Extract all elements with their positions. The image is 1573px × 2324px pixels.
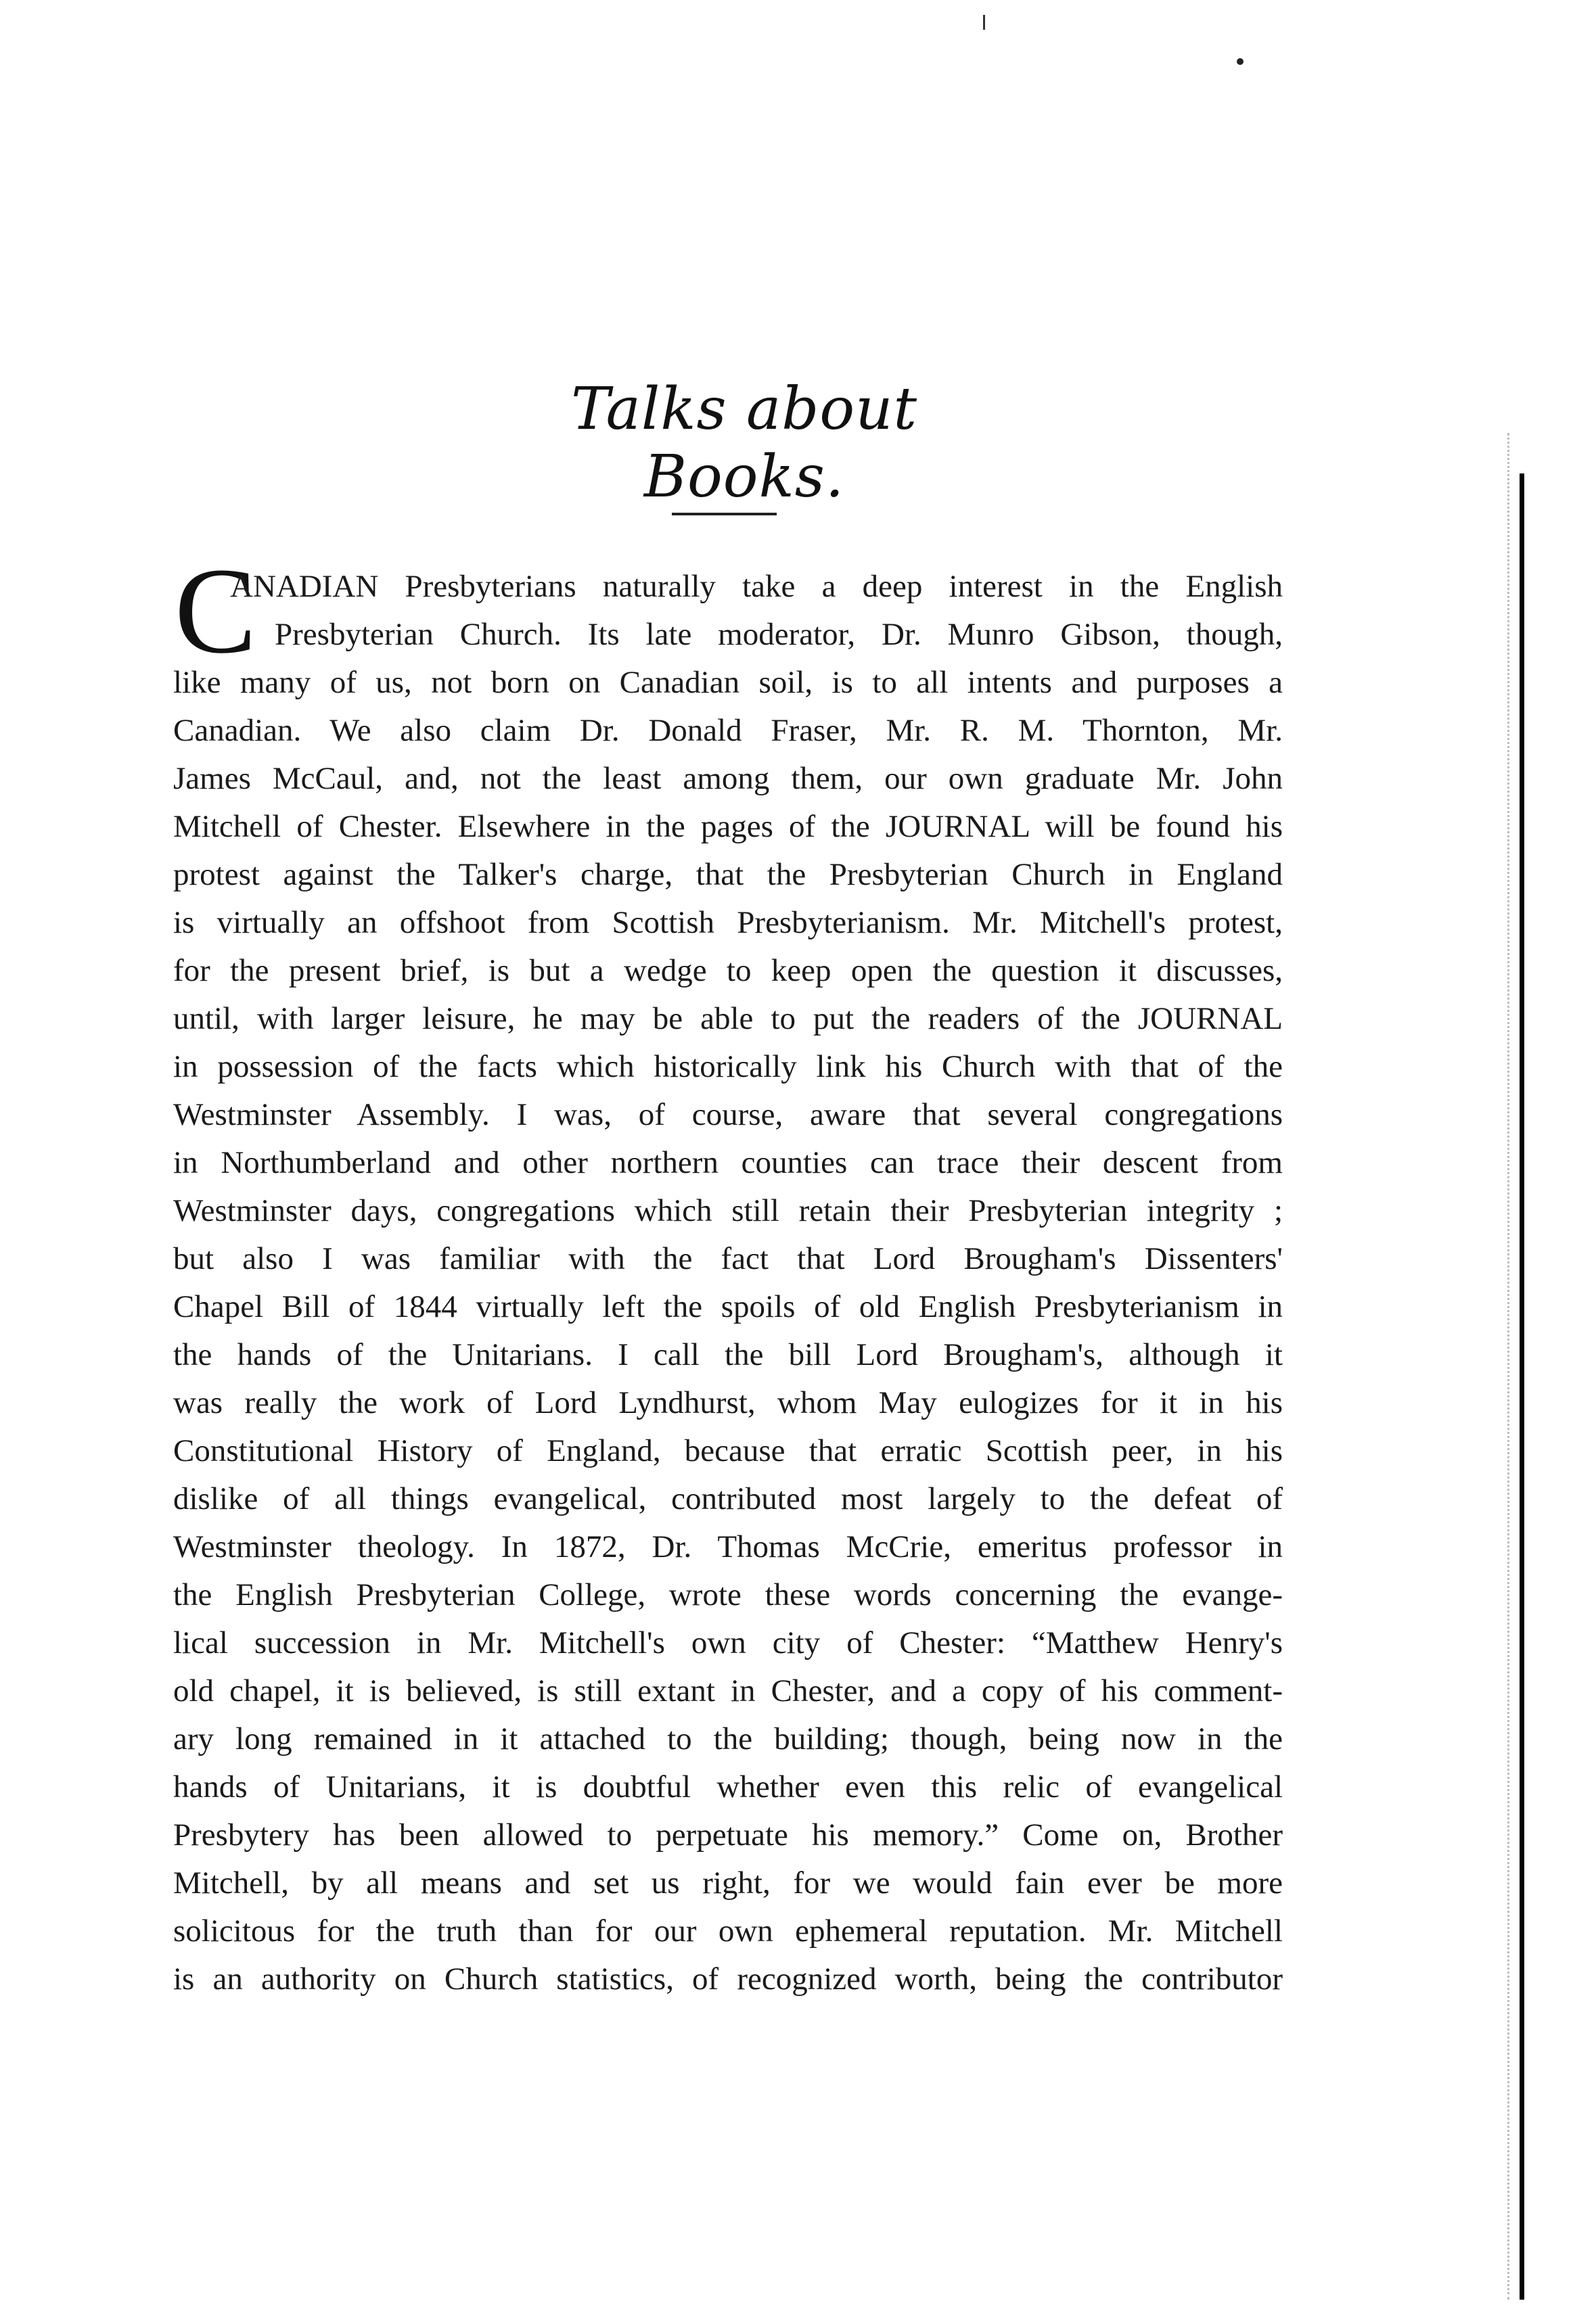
page-title: Talks about Books. (570, 375, 918, 511)
text-line: Presbyterian Church. Its late moderator, Dr. Munro Gibson, though, (275, 617, 1283, 652)
text-line: solicitous for the truth than for our own ephemeral reputation. Mr. Mitchell (173, 1913, 1283, 1949)
text-line: for the present brief, is but a wedge to keep open the question it discusses, (173, 953, 1283, 988)
text-line: the English Presbyterian College, wrote these words concerning the evange- (173, 1577, 1283, 1612)
title-divider (672, 513, 777, 515)
text-line: Westminster days, congregations which still retain their Presbyterian integrity ; (173, 1193, 1283, 1228)
body-paragraph (173, 659, 1283, 2003)
text-line: James McCaul, and, not the least among them, our own graduate Mr. John (173, 761, 1283, 796)
text-line: until, with larger leisure, he may be able to put the readers of the JOURNAL (173, 1001, 1283, 1036)
text-line: old chapel, it is believed, is still extant in Chester, and a copy of his comment- (173, 1673, 1283, 1709)
text-line: Canadian. We also claim Dr. Donald Fraser, Mr. R. M. Thornton, Mr. (173, 713, 1283, 748)
text-line: ary long remained in it attached to the building; though, being now in the (173, 1721, 1283, 1757)
text-line: but also I was familiar with the fact that Lord Brougham's Dissenters' (173, 1241, 1283, 1276)
text-line: is virtually an offshoot from Scottish Presbyterianism. Mr. Mitchell's protest, (173, 905, 1283, 940)
text-line: is an authority on Church statistics, of recognized worth, being the contributor (173, 1961, 1283, 1997)
text-line: Chapel Bill of 1844 virtually left the spoils of old English Presbyterianism in (173, 1289, 1283, 1324)
page-edge-binding (1520, 473, 1524, 2300)
text-line: hands of Unitarians, it is doubtful whether even this relic of evangelical (173, 1769, 1283, 1805)
text-line: the hands of the Unitarians. I call the bill Lord Brougham's, although it (173, 1337, 1283, 1372)
text-line: Presbytery has been allowed to perpetuate his memory.” Come on, Brother (173, 1817, 1283, 1853)
text-line: in possession of the facts which historically link his Church with that of the (173, 1049, 1283, 1084)
text-line: ANADIAN Presbyterians naturally take a deep interest in the English (230, 569, 1283, 604)
text-line: Constitutional History of England, because that erratic Scottish peer, in his (173, 1433, 1283, 1468)
text-line: dislike of all things evangelical, contributed most largely to the defeat of (173, 1481, 1283, 1516)
text-line: Westminster theology. In 1872, Dr. Thomas McCrie, emeritus professor in (173, 1529, 1283, 1564)
scan-speck (983, 15, 985, 30)
text-line: in Northumberland and other northern counties can trace their descent from (173, 1145, 1283, 1180)
drop-cap: C (175, 543, 257, 679)
text-line: like many of us, not born on Canadian soil, is to all intents and purposes a (173, 665, 1283, 700)
text-line: Mitchell, by all means and set us right, for we would fain ever be more (173, 1865, 1283, 1901)
text-line: protest against the Talker's charge, that the Presbyterian Church in England (173, 857, 1283, 892)
opening-lines (230, 563, 1283, 659)
text-line: Mitchell of Chester. Elsewhere in the pages of the JOURNAL will be found his (173, 809, 1283, 844)
scan-dot (1237, 58, 1244, 65)
text-line: was really the work of Lord Lyndhurst, whom May eulogizes for it in his (173, 1385, 1283, 1420)
text-line: lical succession in Mr. Mitchell's own city of Chester: “Matthew Henry's (173, 1625, 1283, 1660)
text-line: Westminster Assembly. I was, of course, aware that several congregations (173, 1097, 1283, 1132)
page-edge-dotted (1507, 433, 1509, 2300)
